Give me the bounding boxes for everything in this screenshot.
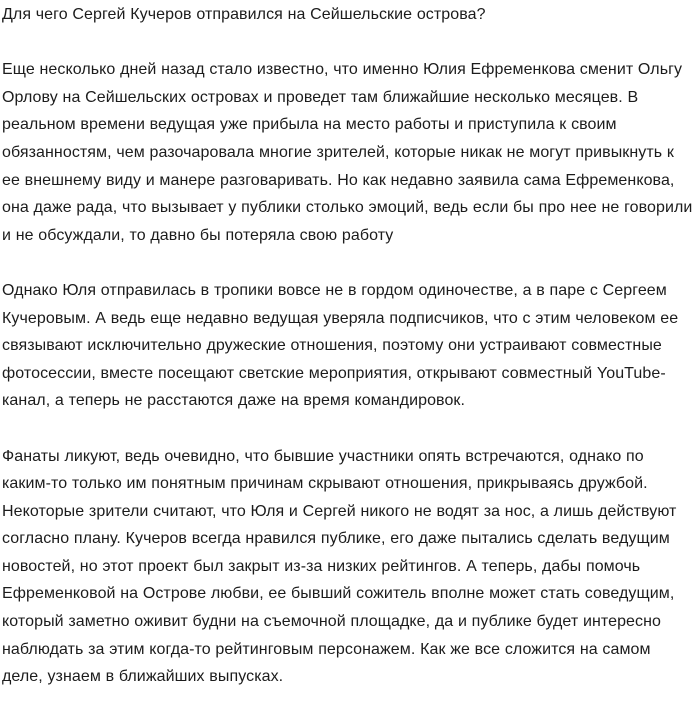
article-body xyxy=(2,1,693,691)
article-paragraph-3: Фанаты ликуют, ведь очевидно, что бывшие участники опять встречаются, однако по каким-то только им понятным причинам скрывают отношения, прикрываясь дружбой. Некоторые зрители считают, что Юля и Сергей никого не водят за нос, а лишь действуют согласно плану. Кучеров всегда нравился публике, его даже пытались сделать ведущим новостей, но этот проект был закрыт из-за низких рейтингов. А теперь, дабы помочь Ефременковой на Острове любви, ее бывший сожитель вполне может стать соведущим, который заметно оживит будни на съемочной площадке, да и публике будет интересно наблюдать за этим когда-то рейтинговым персонажем. Как же все сложится на самом деле, узнаем в ближайших выпусках. xyxy=(2,447,677,686)
article-paragraph-2: Однако Юля отправилась в тропики вовсе не в гордом одиночестве, а в паре с Сергеем Кучеровым. А ведь еще недавно ведущая уверяла подписчиков, что с этим человеком ее связывают исключительно дружеские отношения, поэтому они устраивают совместные фотосессии, вместе посещают светские мероприятия, открывают совместный YouTube-канал, а теперь не расстаются даже на время командировок. xyxy=(2,281,679,410)
article-headline: Для чего Сергей Кучеров отправился на Сейшельские острова? xyxy=(2,6,486,23)
paragraph-spacer xyxy=(2,415,693,443)
article-paragraph-1: Еще несколько дней назад стало известно, что именно Юлия Ефременкова сменит Ольгу Орлову на Сейшельских островах и проведет там ближайшие несколько месяцев. В реальном времени ведущая уже прибыла на место работы и приступила к своим обязанностям, чем разочаровала многие зрителей, которые никак не могут привыкнуть к ее внешнему виду и манере разговаривать. Но как недавно заявила сама Ефременкова, она даже рада, что вызывает у публики столько эмоций, ведь если бы про нее не говорили и не обсуждали, то давно бы потеряла свою работу xyxy=(2,61,693,244)
paragraph-spacer xyxy=(2,249,693,277)
paragraph-spacer xyxy=(2,29,693,57)
